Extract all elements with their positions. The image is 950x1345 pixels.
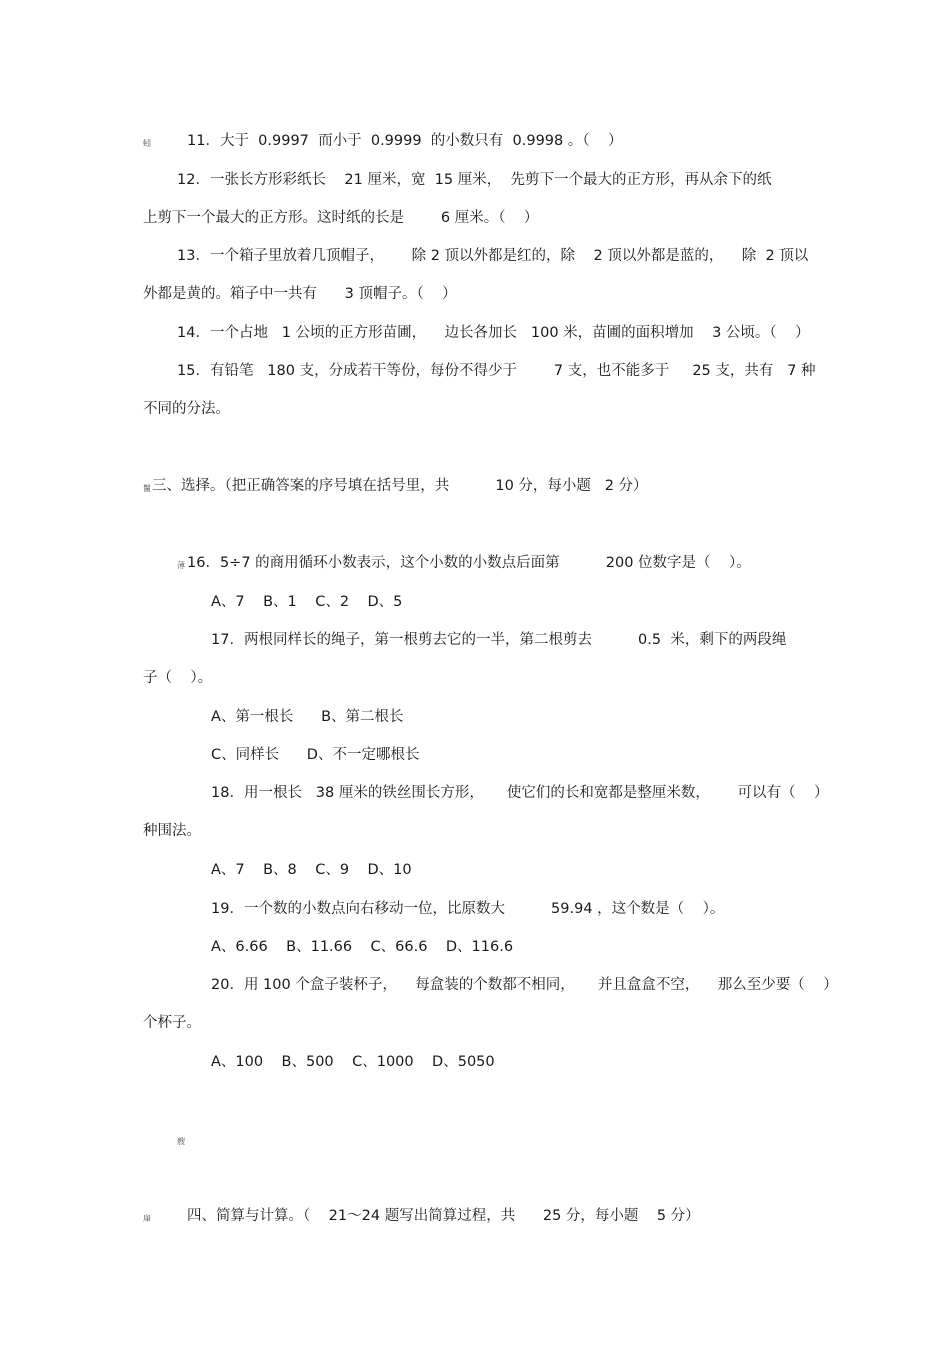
- question-20-line-1: 20．用 100 个盒子装杯子， 每盒装的个数都不相同， 并且盒盒不空， 那么至少要（ ）: [211, 977, 838, 993]
- question-17-line-1: 17．两根同样长的绳子，第一根剪去它的一半，第二根剪去 0.5 米，剩下的两段绳: [211, 632, 787, 648]
- section-4-heading: 四、简算与计算。（ 21～24 题写出简算过程，共 25 分，每小题 5 分）: [187, 1208, 700, 1224]
- question-16-options: A、7 B、1 C、2 D、5: [211, 594, 403, 610]
- question-17-options-2: C、同样长 D、不一定哪根长: [211, 747, 420, 763]
- margin-marker: 蚓: [143, 139, 151, 148]
- question-15-line-1: 15．有铅笔 180 支，分成若干等份，每份不得少于 7 支，也不能多于 25 支，共有 7 种: [177, 363, 816, 379]
- margin-marker: 鬣: [143, 484, 151, 493]
- question-12-line-2: 上剪下一个最大的正方形。这时纸的长是 6 厘米。（ ）: [143, 210, 539, 226]
- question-15-line-2: 不同的分法。: [143, 401, 230, 417]
- question-17-line-2: 子（ ）。: [143, 670, 213, 686]
- question-19-options: A、6.66 B、11.66 C、66.6 D、116.6: [211, 939, 514, 955]
- question-18-options: A、7 B、8 C、9 D、10: [211, 862, 412, 878]
- margin-marker: 肁: [143, 1214, 151, 1223]
- question-12-line-1: 12．一张长方形彩纸长 21 厘米，宽 15 厘米， 先剪下一个最大的正方形，再从余下的纸: [177, 172, 772, 188]
- question-20-line-2: 个杯子。: [143, 1015, 201, 1031]
- margin-marker: 薄: [177, 561, 185, 570]
- question-18-line-2: 种围法。: [143, 823, 201, 839]
- question-13-line-1: 13．一个箱子里放着几顶帽子， 除 2 顶以外都是红的，除 2 顶以外都是蓝的， 除 2 顶以: [177, 248, 809, 264]
- question-17-options-1: A、第一根长 B、第二根长: [211, 709, 404, 725]
- question-20-options: A、100 B、500 C、1000 D、5050: [211, 1054, 495, 1070]
- question-19: 19．一个数的小数点向右移动一位，比原数大 59.94 ，这个数是（ ）。: [211, 901, 725, 917]
- question-14: 14．一个占地 1 公顷的正方形苗圃， 边长各加长 100 米，苗圃的面积增加 3 公顷。（ ）: [177, 325, 810, 341]
- question-13-line-2: 外都是黄的。箱子中一共有 3 顶帽子。（ ）: [143, 286, 457, 302]
- question-11: 11．大于 0.9997 而小于 0.9999 的小数只有 0.9998 。（ ）: [187, 133, 623, 149]
- margin-marker: 艘: [177, 1137, 185, 1146]
- question-18-line-1: 18．用一根长 38 厘米的铁丝围长方形， 使它们的长和宽都是整厘米数， 可以有（ ）: [211, 785, 829, 801]
- question-16: 16．5÷7 的商用循环小数表示，这个小数的小数点后面第 200 位数字是（ ）。: [187, 555, 751, 571]
- section-3-heading: 三、选择。（把正确答案的序号填在括号里，共 10 分，每小题 2 分）: [152, 478, 648, 494]
